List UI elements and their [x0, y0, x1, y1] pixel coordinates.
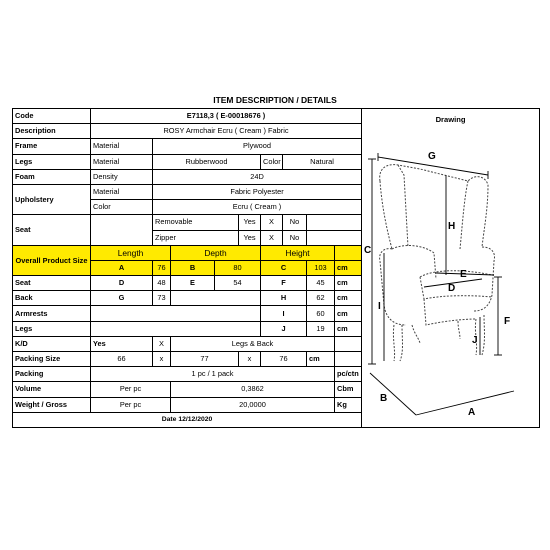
armrests-label: Armrests	[13, 306, 91, 321]
overall-c: C	[261, 260, 307, 275]
overall-depth: Depth	[171, 245, 261, 260]
code-value: E7118,3 ( E-00018676 )	[91, 109, 362, 124]
seat-e-val: 54	[215, 276, 261, 291]
packing-label: Packing	[13, 367, 91, 382]
weight-unit: Kg	[335, 397, 362, 412]
code-label: Code	[13, 109, 91, 124]
seat-d-val: 48	[153, 276, 171, 291]
upholstery-label: Upholstery	[13, 184, 91, 214]
upholstery-value2: Ecru ( Cream )	[153, 200, 362, 215]
overall-length: Length	[91, 245, 171, 260]
packing-size-x2: x	[239, 352, 261, 367]
overall-unit: cm	[335, 260, 362, 275]
legs-sub: Material	[91, 154, 153, 169]
drawing-label-d: D	[448, 283, 456, 294]
volume-label: Volume	[13, 382, 91, 397]
overall-b-val: 80	[215, 260, 261, 275]
drawing-cell	[362, 109, 540, 428]
overall-a: A	[91, 260, 153, 275]
seat-d: D	[91, 276, 153, 291]
upholstery-value1: Fabric Polyester	[153, 184, 362, 199]
seat-e: E	[171, 276, 215, 291]
legs-color-value: Natural	[283, 154, 362, 169]
kd-label: K/D	[13, 336, 91, 351]
packing-size-v2: 77	[171, 352, 239, 367]
legs-j-val: 19	[307, 321, 335, 336]
upholstery-sub2: Color	[91, 200, 153, 215]
overall-c-val: 103	[307, 260, 335, 275]
seat-cushion	[91, 215, 153, 245]
packing-unit: pc/ctn	[335, 367, 362, 382]
drawing-label-b: B	[380, 393, 388, 404]
seat-zipper-x: X	[261, 230, 283, 245]
back-h-val: 62	[307, 291, 335, 306]
drawing-label-h: H	[448, 221, 456, 232]
seat-removable: Removable	[153, 215, 239, 230]
back-h: H	[261, 291, 307, 306]
drawing-label: Drawing	[435, 115, 466, 124]
packing-size-v3: 76	[261, 352, 307, 367]
volume-value: 0,3862	[171, 382, 335, 397]
back-unit: cm	[335, 291, 362, 306]
seat-dims-label: Seat	[13, 276, 91, 291]
back-g-val: 73	[153, 291, 171, 306]
spec-table	[12, 108, 540, 428]
kd-value: Legs & Back	[171, 336, 335, 351]
packing-size-x1: x	[153, 352, 171, 367]
seat-f: F	[261, 276, 307, 291]
drawing-label-c: C	[364, 245, 372, 256]
upholstery-sub1: Material	[91, 184, 153, 199]
weight-per: Per pc	[91, 397, 171, 412]
legs-label: Legs	[13, 154, 91, 169]
packing-size-label: Packing Size	[13, 352, 91, 367]
back-g: G	[91, 291, 153, 306]
packing-size-unit: cm	[307, 352, 335, 367]
legs-j: J	[261, 321, 307, 336]
kd-yes: Yes	[91, 336, 153, 351]
foam-label: Foam	[13, 169, 91, 184]
foam-value: 24D	[153, 169, 362, 184]
frame-label: Frame	[13, 139, 91, 154]
seat-unit: cm	[335, 276, 362, 291]
date: Date 12/12/2020	[13, 412, 362, 427]
drawing-label-a: A	[468, 407, 476, 418]
overall-a-val: 76	[153, 260, 171, 275]
row-code	[13, 109, 540, 124]
seat-removable-yes: Yes	[239, 215, 261, 230]
seat-zipper-yes: Yes	[239, 230, 261, 245]
seat-f-val: 45	[307, 276, 335, 291]
weight-value: 20,0000	[171, 397, 335, 412]
legs-color-label: Color	[261, 154, 283, 169]
volume-unit: Cbm	[335, 382, 362, 397]
overall-b: B	[171, 260, 215, 275]
armrests-unit: cm	[335, 306, 362, 321]
packing-size-v1: 66	[91, 352, 153, 367]
drawing-label-f: F	[504, 316, 511, 327]
legs-value: Rubberwood	[153, 154, 261, 169]
drawing-label-g: G	[428, 151, 436, 162]
frame-sub: Material	[91, 139, 153, 154]
frame-value: Plywood	[153, 139, 362, 154]
legs-dims-label: Legs	[13, 321, 91, 336]
drawing-label-e: E	[460, 269, 467, 280]
seat-zipper-no: No	[283, 230, 307, 245]
legs-unit: cm	[335, 321, 362, 336]
drawing-label-j: J	[472, 335, 478, 346]
weight-label: Weight / Gross	[13, 397, 91, 412]
description-label: Description	[13, 124, 91, 139]
drawing-label-i: I	[378, 301, 381, 312]
kd-x: X	[153, 336, 171, 351]
volume-per: Per pc	[91, 382, 171, 397]
seat-removable-x: X	[261, 215, 283, 230]
page-title: ITEM DESCRIPTION / DETAILS	[213, 95, 337, 105]
back-label: Back	[13, 291, 91, 306]
seat-label: Seat	[13, 215, 91, 245]
packing-value: 1 pc / 1 pack	[91, 367, 335, 382]
armrests-i: I	[261, 306, 307, 321]
armrests-i-val: 60	[307, 306, 335, 321]
seat-removable-no: No	[283, 215, 307, 230]
overall-label: Overall Product Size	[13, 245, 91, 275]
foam-sub: Density	[91, 169, 153, 184]
overall-height: Height	[261, 245, 335, 260]
description-value: ROSY Armchair Ecru ( Cream ) Fabric	[91, 124, 362, 139]
seat-zipper: Zipper	[153, 230, 239, 245]
armchair-drawing	[364, 129, 536, 419]
